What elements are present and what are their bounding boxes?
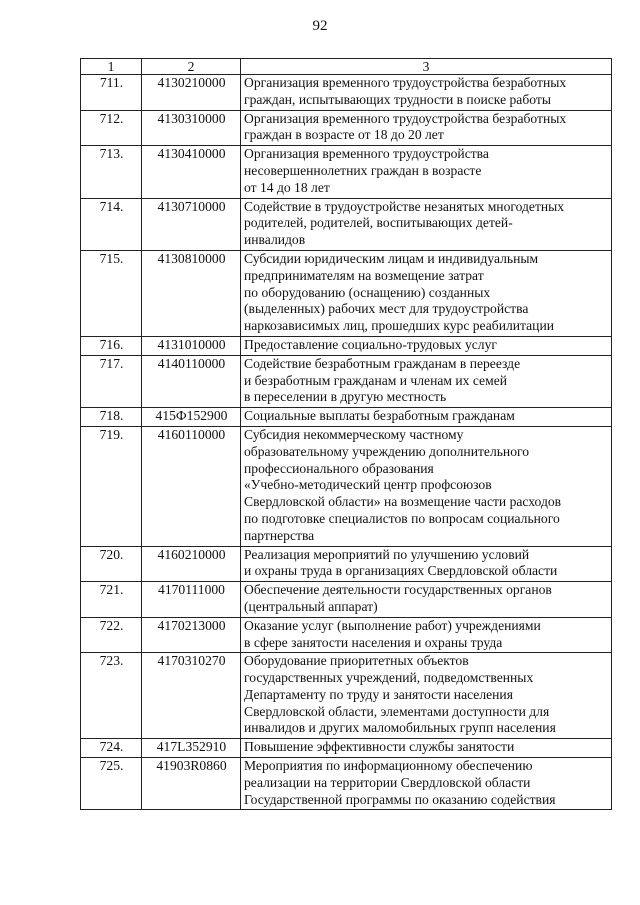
article-name-line: Организация временного трудоустройства безработных bbox=[244, 110, 567, 126]
article-name-line: профессионального образования bbox=[244, 460, 434, 476]
budget-codes-table bbox=[80, 58, 612, 810]
row-number: 711. bbox=[81, 75, 142, 111]
row-number: 721. bbox=[81, 582, 142, 618]
table-row bbox=[81, 758, 612, 810]
target-article-code: 4170310270 bbox=[142, 653, 241, 739]
article-name-line: родителей, родителей, воспитывающих детей- bbox=[244, 215, 513, 231]
row-number: 715. bbox=[81, 250, 142, 336]
article-name-line: Государственной программы по оказанию содействия bbox=[244, 791, 556, 807]
row-number: 723. bbox=[81, 653, 142, 739]
article-name-line: по подготовке специалистов по вопросам социального bbox=[244, 510, 560, 526]
table-row bbox=[81, 355, 612, 407]
article-name bbox=[241, 198, 612, 250]
article-name bbox=[241, 75, 612, 111]
article-name-line: Департаменту по труду и занятости населения bbox=[244, 686, 513, 702]
article-name-line: в переселении в другую местность bbox=[244, 389, 447, 405]
row-number: 717. bbox=[81, 355, 142, 407]
article-name-line: Реализация мероприятий по улучшению условий bbox=[244, 546, 530, 562]
article-name-line: Оборудование приоритетных объектов bbox=[244, 653, 469, 669]
article-name-line: Содействие безработным гражданам в переезде bbox=[244, 355, 521, 371]
row-number: 722. bbox=[81, 617, 142, 653]
header-col-3: 3 bbox=[241, 59, 612, 75]
row-number: 712. bbox=[81, 110, 142, 146]
article-name-line: Предоставление социально-трудовых услуг bbox=[244, 336, 497, 352]
target-article-code: 41903R0860 bbox=[142, 758, 241, 810]
article-name bbox=[241, 653, 612, 739]
article-name-line: Субсидия некоммерческому частному bbox=[244, 426, 464, 442]
table-row bbox=[81, 546, 612, 582]
row-number: 724. bbox=[81, 739, 142, 758]
article-name-line: в сфере занятости населения и охраны труда bbox=[244, 634, 503, 650]
article-name-line: государственных учреждений, подведомственных bbox=[244, 670, 534, 686]
article-name bbox=[241, 250, 612, 336]
article-name-line: Свердловской области, элементами доступности для bbox=[244, 703, 550, 719]
target-article-code: 4130210000 bbox=[142, 75, 241, 111]
article-name-line: реализации на территории Свердловской области bbox=[244, 774, 531, 790]
target-article-code: 4130710000 bbox=[142, 198, 241, 250]
row-number: 714. bbox=[81, 198, 142, 250]
article-name-line: наркозависимых лиц, прошедших курс реабилитации bbox=[244, 318, 555, 334]
table-row bbox=[81, 110, 612, 146]
table-row bbox=[81, 408, 612, 427]
article-name-line: Оказание услуг (выполнение работ) учреждениями bbox=[244, 617, 541, 633]
article-name-line: граждан в возрасте от 18 до 20 лет bbox=[244, 127, 444, 143]
article-name-line: от 14 до 18 лет bbox=[244, 179, 330, 195]
page-number: 92 bbox=[312, 18, 328, 34]
table-row bbox=[81, 336, 612, 355]
target-article-code: 4130410000 bbox=[142, 146, 241, 198]
target-article-code: 4160110000 bbox=[142, 426, 241, 546]
row-number: 725. bbox=[81, 758, 142, 810]
row-number: 718. bbox=[81, 408, 142, 427]
row-number: 719. bbox=[81, 426, 142, 546]
header-col-2: 2 bbox=[142, 59, 241, 75]
target-article-code: 4140110000 bbox=[142, 355, 241, 407]
target-article-code: 415Ф152900 bbox=[142, 408, 241, 427]
article-name bbox=[241, 617, 612, 653]
article-name-line: Социальные выплаты безработным гражданам bbox=[244, 408, 515, 424]
table-row bbox=[81, 653, 612, 739]
article-name-line: Повышение эффективности службы занятости bbox=[244, 739, 515, 755]
article-name-line: Организация временного трудоустройства bbox=[244, 146, 489, 162]
row-number: 713. bbox=[81, 146, 142, 198]
article-name-line: инвалидов и других маломобильных групп населения bbox=[244, 720, 556, 736]
article-name bbox=[241, 110, 612, 146]
article-name-line: и безработным гражданам и членам их семей bbox=[244, 372, 508, 388]
target-article-code: 4160210000 bbox=[142, 546, 241, 582]
table-row bbox=[81, 198, 612, 250]
article-name-line: «Учебно-методический центр профсоюзов bbox=[244, 477, 492, 493]
table-row bbox=[81, 739, 612, 758]
article-name bbox=[241, 758, 612, 810]
article-name-line: и охраны труда в организациях Свердловской области bbox=[244, 563, 558, 579]
article-name-line: предпринимателям на возмещение затрат bbox=[244, 267, 484, 283]
table-row bbox=[81, 617, 612, 653]
target-article-code: 4130810000 bbox=[142, 250, 241, 336]
target-article-code: 417L352910 bbox=[142, 739, 241, 758]
article-name bbox=[241, 546, 612, 582]
table-header-row bbox=[81, 59, 612, 75]
target-article-code: 4130310000 bbox=[142, 110, 241, 146]
row-number: 720. bbox=[81, 546, 142, 582]
article-name-line: Свердловской области» на возмещение части расходов bbox=[244, 494, 562, 510]
article-name bbox=[241, 739, 612, 758]
header-col-1: 1 bbox=[81, 59, 142, 75]
row-number: 716. bbox=[81, 336, 142, 355]
table-row bbox=[81, 146, 612, 198]
article-name-line: инвалидов bbox=[244, 232, 306, 248]
article-name bbox=[241, 355, 612, 407]
article-name bbox=[241, 146, 612, 198]
article-name-line: по оборудованию (оснащению) созданных bbox=[244, 284, 491, 300]
article-name-line: Организация временного трудоустройства безработных bbox=[244, 75, 567, 90]
article-name-line: несовершеннолетних граждан в возрасте bbox=[244, 162, 482, 178]
article-name-line: граждан, испытывающих трудности в поиске работы bbox=[244, 91, 551, 107]
table-row bbox=[81, 582, 612, 618]
target-article-code: 4131010000 bbox=[142, 336, 241, 355]
table-body bbox=[81, 75, 612, 810]
target-article-code: 4170111000 bbox=[142, 582, 241, 618]
table-row bbox=[81, 250, 612, 336]
article-name bbox=[241, 408, 612, 427]
article-name bbox=[241, 582, 612, 618]
target-article-code: 4170213000 bbox=[142, 617, 241, 653]
table-row bbox=[81, 75, 612, 111]
article-name bbox=[241, 426, 612, 546]
article-name-line: Содействие в трудоустройстве незанятых многодетных bbox=[244, 198, 565, 214]
article-name-line: Субсидии юридическим лицам и индивидуальным bbox=[244, 250, 539, 266]
article-name-line: (выделенных) рабочих мест для трудоустройства bbox=[244, 301, 529, 317]
article-name-line: партнерства bbox=[244, 527, 315, 543]
article-name-line: образовательному учреждению дополнительного bbox=[244, 443, 530, 459]
article-name-line: Обеспечение деятельности государственных органов bbox=[244, 582, 552, 598]
article-name-line: (центральный аппарат) bbox=[244, 598, 378, 614]
article-name-line: Мероприятия по информационному обеспечению bbox=[244, 758, 533, 774]
article-name bbox=[241, 336, 612, 355]
table-row bbox=[81, 426, 612, 546]
